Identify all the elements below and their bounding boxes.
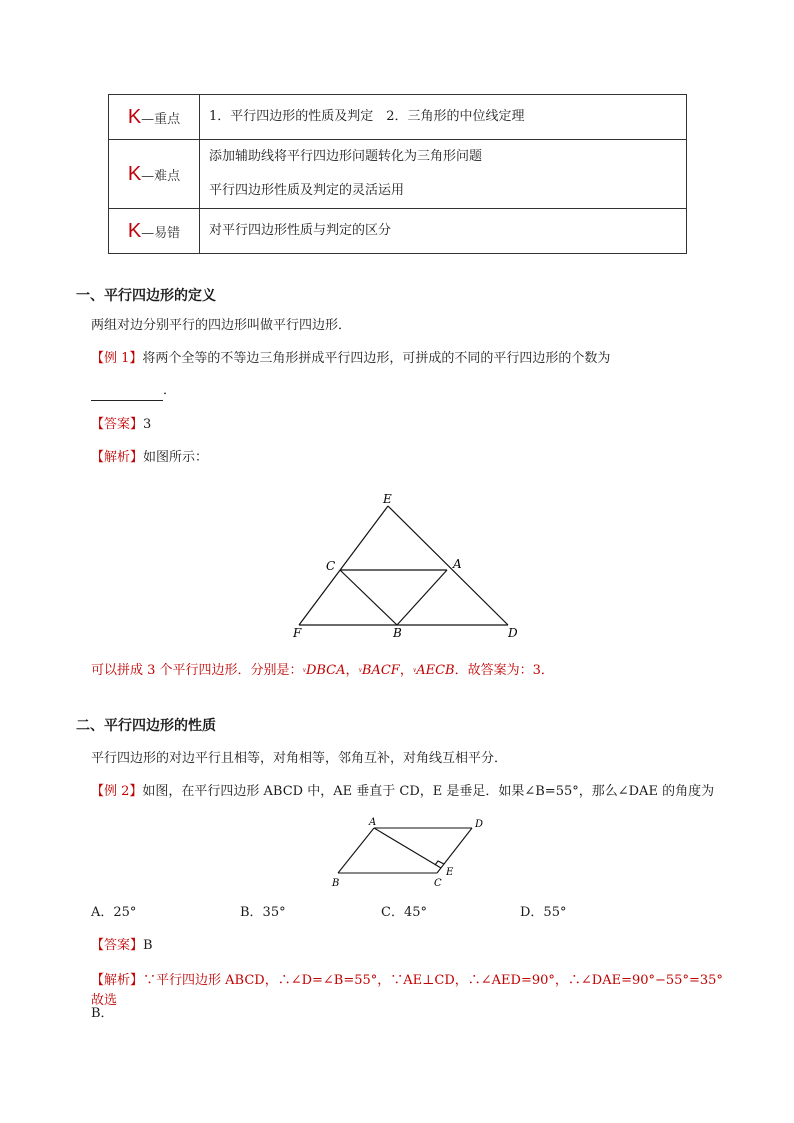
example2-answer <box>91 936 153 956</box>
k-letter: K <box>127 162 142 185</box>
segment-cb <box>340 570 397 625</box>
answer-blank <box>91 386 163 401</box>
parallelogram-symbol: ᵞ <box>358 667 362 677</box>
key-value-focus <box>200 95 687 140</box>
answer-tag: 【答案】 <box>91 938 144 953</box>
answer-value: 3 <box>143 417 152 432</box>
key-line: 添加辅助线将平行四边形问题转化为三角形问题 <box>209 149 483 164</box>
option-b[interactable]: B．35° <box>240 905 286 920</box>
label-c: C <box>326 559 336 573</box>
example1-text: 将两个全等的不等边三角形拼成平行四边形，可拼成的不同的平行四边形的个数为 <box>142 351 611 366</box>
example2-analysis <box>91 971 731 1011</box>
example2 <box>91 782 751 802</box>
analysis-text: ∵平行四边形 ABCD，∴∠D=∠B=55°，∵AE⊥CD，∴∠AED=90°，∴∠DAE=90°−55°=35°故选 <box>91 973 723 1008</box>
label-a: A <box>369 817 377 828</box>
conclusion-prefix: 可以拼成 3 个平行四边形．分别是： <box>91 663 303 678</box>
option-c[interactable]: C．45° <box>381 905 427 920</box>
label-b: B <box>393 626 402 640</box>
example1-answer <box>91 415 151 435</box>
key-value-difficulty <box>200 140 687 209</box>
key-label-difficulty <box>109 140 200 209</box>
label-b: B <box>332 878 340 889</box>
example1-blank-line <box>91 381 176 401</box>
key-label-text: —难点 <box>141 168 181 184</box>
key-line: 对平行四边形性质与判定的区分 <box>209 223 392 238</box>
key-label-text: —重点 <box>141 111 181 127</box>
segment-dc <box>437 828 472 873</box>
section2-property: 平行四边形的对边平行且相等，对角相等，邻角互补，对角线互相平分． <box>91 751 508 766</box>
right-angle-mark <box>435 861 444 865</box>
example1-conclusion <box>91 661 554 682</box>
label-c: C <box>434 878 442 889</box>
key-value-mistake <box>200 209 687 254</box>
triangle-figure <box>280 490 540 645</box>
segment-ae <box>374 828 441 868</box>
analysis-tag: 【解析】 <box>91 973 144 988</box>
parallelogram-3: AECB <box>416 663 455 678</box>
k-letter: K <box>127 219 142 242</box>
example2-analysis-cont: B． <box>91 1006 114 1021</box>
option-a[interactable]: A．25° <box>91 905 137 920</box>
analysis-text: 如图所示： <box>143 450 209 465</box>
label-e: E <box>383 492 392 506</box>
parallelogram-symbol: ᵞ <box>412 667 417 677</box>
label-d: D <box>508 626 518 640</box>
key-row-difficulty <box>109 140 687 209</box>
segment-ef <box>299 506 388 625</box>
parallelogram-symbol: ᵞ <box>302 667 306 677</box>
label-e: E <box>446 867 454 878</box>
label-a: A <box>453 557 462 571</box>
segment-ab <box>397 570 447 625</box>
example1-tag: 【例 1】 <box>91 351 143 366</box>
answer-tag: 【答案】 <box>91 417 144 432</box>
section2-heading: 二、平行四边形的性质 <box>76 718 216 734</box>
example1-analysis <box>91 448 208 468</box>
label-d: D <box>475 819 484 830</box>
parallelogram-1: DBCA <box>305 663 346 678</box>
label-f: F <box>293 626 302 640</box>
conclusion-suffix: ．故答案为：3． <box>454 663 554 678</box>
example1-end: ． <box>163 383 177 398</box>
key-label-mistake <box>109 209 200 254</box>
example1 <box>91 349 731 369</box>
parallelogram-2: BACF <box>361 663 400 678</box>
analysis-tag: 【解析】 <box>91 450 144 465</box>
key-row-focus <box>109 95 687 140</box>
example2-text: 如图，在平行四边形 ABCD 中，AE 垂直于 CD，E 是垂足．如果∠B=55°，那么∠DAE 的角度为 <box>142 784 715 799</box>
separator: ， <box>399 663 413 678</box>
example2-tag: 【例 2】 <box>91 784 143 799</box>
segment-ab <box>338 828 374 873</box>
key-row-mistake <box>109 209 687 254</box>
segment-ed <box>388 506 508 625</box>
parallelogram-figure <box>325 812 495 892</box>
key-line: 1．平行四边形的性质及判定 2．三角形的中位线定理 <box>209 109 525 124</box>
k-letter: K <box>127 105 142 128</box>
key-points-table <box>108 94 687 254</box>
key-label-focus <box>109 95 200 140</box>
section1-heading: 一、平行四边形的定义 <box>76 288 216 304</box>
separator: ， <box>345 663 359 678</box>
key-label-text: —易错 <box>141 225 181 241</box>
key-line: 平行四边形性质及判定的灵活运用 <box>209 183 405 198</box>
answer-value: B <box>143 938 153 953</box>
option-d[interactable]: D．55° <box>520 905 567 920</box>
section1-definition: 两组对边分别平行的四边形叫做平行四边形． <box>91 318 352 333</box>
